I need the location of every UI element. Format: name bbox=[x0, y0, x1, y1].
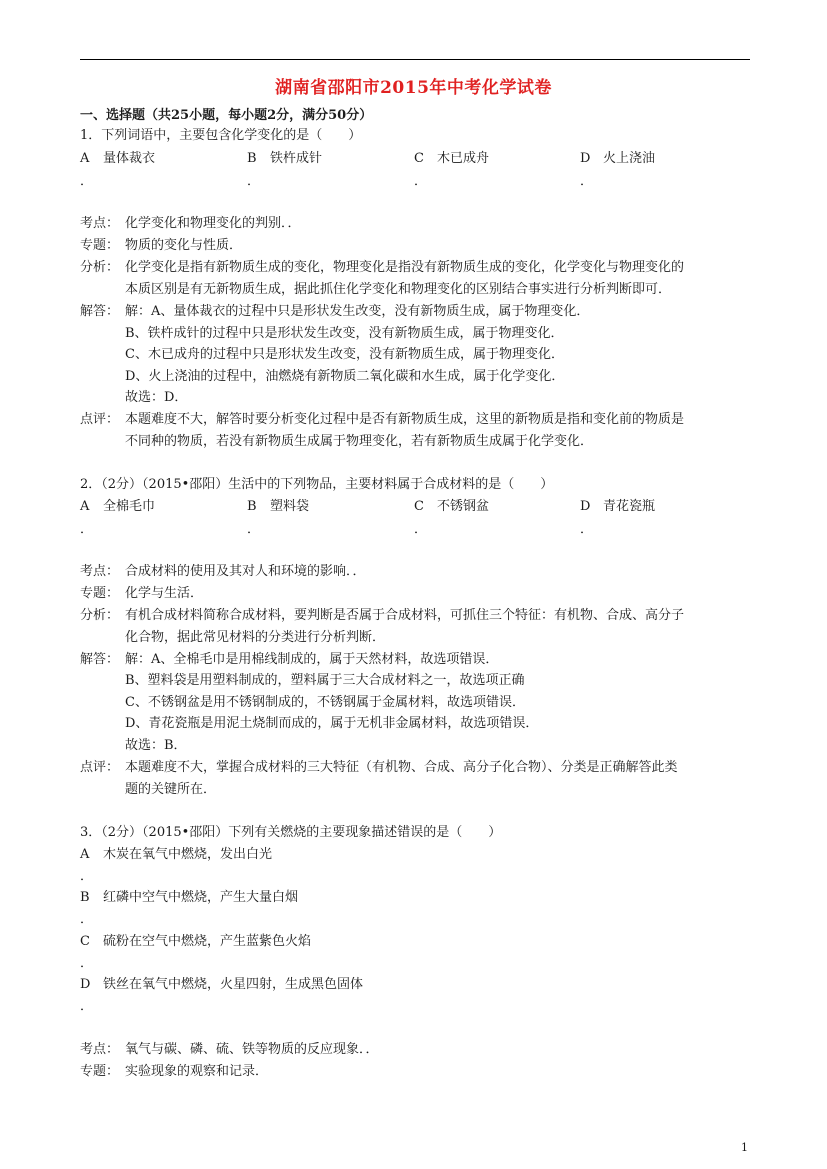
q2-fenxi-line: 有机合成材料简称合成材料，要判断是否属于合成材料，可抓住三个特征：有机物、合成、高分子 bbox=[125, 608, 685, 623]
q2-option-b-letter: B bbox=[247, 499, 257, 514]
section-heading: 一、选择题（共25小题，每小题2分，满分50分） bbox=[80, 108, 373, 123]
q1-option-c-dot: ． bbox=[414, 174, 428, 189]
q1-option-a-letter: A bbox=[80, 151, 90, 166]
q1-dianping-line: 不同种的物质，若没有新物质生成属于物理变化，若有新物质生成属于化学变化． bbox=[125, 434, 594, 449]
q1-kaodian-label: 考点： bbox=[80, 216, 120, 231]
q1-kaodian: 化学变化和物理变化的判别．． bbox=[125, 216, 301, 231]
q2-jieda-label: 解答： bbox=[80, 652, 120, 667]
q2-dianping-line: 本题难度不大，掌握合成材料的三大特征（有机物、合成、高分子化合物）、分类是正确解答此类 bbox=[125, 760, 678, 775]
q3-option-d-letter: D bbox=[80, 977, 91, 992]
q2-fenxi-label: 分析： bbox=[80, 608, 120, 623]
q1-fenxi-label: 分析： bbox=[80, 260, 120, 275]
q1-jieda-line: D、火上浇油的过程中，油燃烧有新物质二氧化碳和水生成，属于化学变化． bbox=[125, 369, 565, 384]
q1-jieda-line: 解：A、量体裁衣的过程中只是形状发生改变，没有新物质生成，属于物理变化． bbox=[125, 304, 590, 319]
q1-dianping-label: 点评： bbox=[80, 412, 120, 427]
q2-dianping-line: 题的关键所在． bbox=[125, 782, 217, 797]
q3-option-c-dot: ． bbox=[80, 956, 94, 971]
q1-option-a-dot: ． bbox=[80, 174, 94, 189]
page-number: 1 bbox=[741, 1141, 748, 1154]
q2-option-c-letter: C bbox=[414, 499, 424, 514]
q2-dianping-label: 点评： bbox=[80, 760, 120, 775]
q3-option-a-dot: ． bbox=[80, 869, 94, 884]
q2-kaodian: 合成材料的使用及其对人和环境的影响．． bbox=[125, 564, 366, 579]
q1-fenxi-line: 化学变化是指有新物质生成的变化，物理变化是指没有新物质生成的变化，化学变化与物理变化的 bbox=[125, 260, 685, 275]
q1-option-c-letter: C bbox=[414, 151, 424, 166]
page-title: 湖南省邵阳市2015年中考化学试卷 bbox=[275, 78, 552, 98]
q3-kaodian: 氧气与碳、磷、硫、铁等物质的反应现象．． bbox=[125, 1042, 379, 1057]
q1-fenxi-line: 本质区别是有无新物质生成，据此抓住化学变化和物理变化的区别结合事实进行分析判断即可． bbox=[125, 282, 672, 297]
q1-dianping-line: 本题难度不大，解答时要分析变化过程中是否有新物质生成，这里的新物质是指和变化前的物质是 bbox=[125, 412, 685, 427]
q1-jieda-line: 故选：D． bbox=[125, 390, 188, 405]
q2-zhuanti: 化学与生活． bbox=[125, 586, 204, 601]
q1-option-b-dot: ． bbox=[247, 174, 261, 189]
q3-option-b-letter: B bbox=[80, 890, 90, 905]
q2-option-d-dot: ． bbox=[580, 522, 594, 537]
q1-option-a-text: 量体裁衣 bbox=[103, 151, 156, 166]
q1-option-b-letter: B bbox=[247, 151, 257, 166]
q1-option-d-dot: ． bbox=[580, 174, 594, 189]
q2-jieda-line: C、不锈钢盆是用不锈钢制成的，不锈钢属于金属材料，故选项错误． bbox=[125, 695, 525, 710]
q2-option-c-text: 不锈钢盆 bbox=[437, 499, 490, 514]
q3-option-b-text: 红磷中空气中燃烧，产生大量白烟 bbox=[103, 890, 299, 905]
q2-option-a-letter: A bbox=[80, 499, 90, 514]
q1-jieda-label: 解答： bbox=[80, 304, 120, 319]
q3-zhuanti-label: 专题： bbox=[80, 1064, 120, 1079]
q2-jieda-line: 故选：B． bbox=[125, 738, 187, 753]
q2-option-a-dot: ． bbox=[80, 522, 94, 537]
q1-zhuanti-label: 专题： bbox=[80, 238, 120, 253]
q1-jieda-line: C、木已成舟的过程中只是形状发生改变，没有新物质生成，属于物理变化． bbox=[125, 347, 564, 362]
question-3-stem: 3．（2分）（2015•邵阳）下列有关燃烧的主要现象描述错误的是（ ） bbox=[80, 825, 502, 840]
q1-zhuanti: 物质的变化与性质． bbox=[125, 238, 243, 253]
q2-jieda-line: D、青花瓷瓶是用泥土烧制而成的，属于无机非金属材料，故选项错误． bbox=[125, 716, 539, 731]
q2-option-b-text: 塑料袋 bbox=[270, 499, 310, 514]
q2-jieda-line: B、塑料袋是用塑料制成的，塑料属于三大合成材料之一，故选项正确 bbox=[125, 673, 525, 688]
q1-jieda-line: B、铁杵成针的过程中只是形状发生改变，没有新物质生成，属于物理变化． bbox=[125, 326, 564, 341]
q2-fenxi-line: 化合物，据此常见材料的分类进行分析判断． bbox=[125, 630, 386, 645]
q2-zhuanti-label: 专题： bbox=[80, 586, 120, 601]
q2-option-b-dot: ． bbox=[247, 522, 261, 537]
question-2-stem: 2．（2分）（2015•邵阳）生活中的下列物品，主要材料属于合成材料的是（ ） bbox=[80, 477, 554, 492]
header-rule bbox=[80, 59, 750, 60]
q1-option-b-text: 铁杵成针 bbox=[270, 151, 323, 166]
q2-option-d-text: 青花瓷瓶 bbox=[603, 499, 656, 514]
q2-option-a-text: 全棉毛巾 bbox=[103, 499, 156, 514]
q1-option-d-letter: D bbox=[580, 151, 591, 166]
q3-option-c-text: 硫粉在空气中燃烧，产生蓝紫色火焰 bbox=[103, 934, 312, 949]
q2-option-d-letter: D bbox=[580, 499, 591, 514]
q3-zhuanti: 实验现象的观察和记录． bbox=[125, 1064, 269, 1079]
q3-option-b-dot: ． bbox=[80, 912, 94, 927]
q3-option-a-text: 木炭在氧气中燃烧，发出白光 bbox=[103, 847, 273, 862]
question-1-stem: 1．下列词语中，主要包含化学变化的是（ ） bbox=[80, 128, 362, 143]
q1-option-d-text: 火上浇油 bbox=[603, 151, 656, 166]
q2-jieda-line: 解：A、全棉毛巾是用棉线制成的，属于天然材料，故选项错误． bbox=[125, 652, 499, 667]
q1-option-c-text: 木已成舟 bbox=[437, 151, 490, 166]
q3-option-c-letter: C bbox=[80, 934, 90, 949]
q2-option-c-dot: ． bbox=[414, 522, 428, 537]
q3-option-d-text: 铁丝在氧气中燃烧，火星四射，生成黑色固体 bbox=[103, 977, 364, 992]
q2-kaodian-label: 考点： bbox=[80, 564, 120, 579]
q3-kaodian-label: 考点： bbox=[80, 1042, 120, 1057]
q3-option-d-dot: ． bbox=[80, 999, 94, 1014]
q3-option-a-letter: A bbox=[80, 847, 90, 862]
